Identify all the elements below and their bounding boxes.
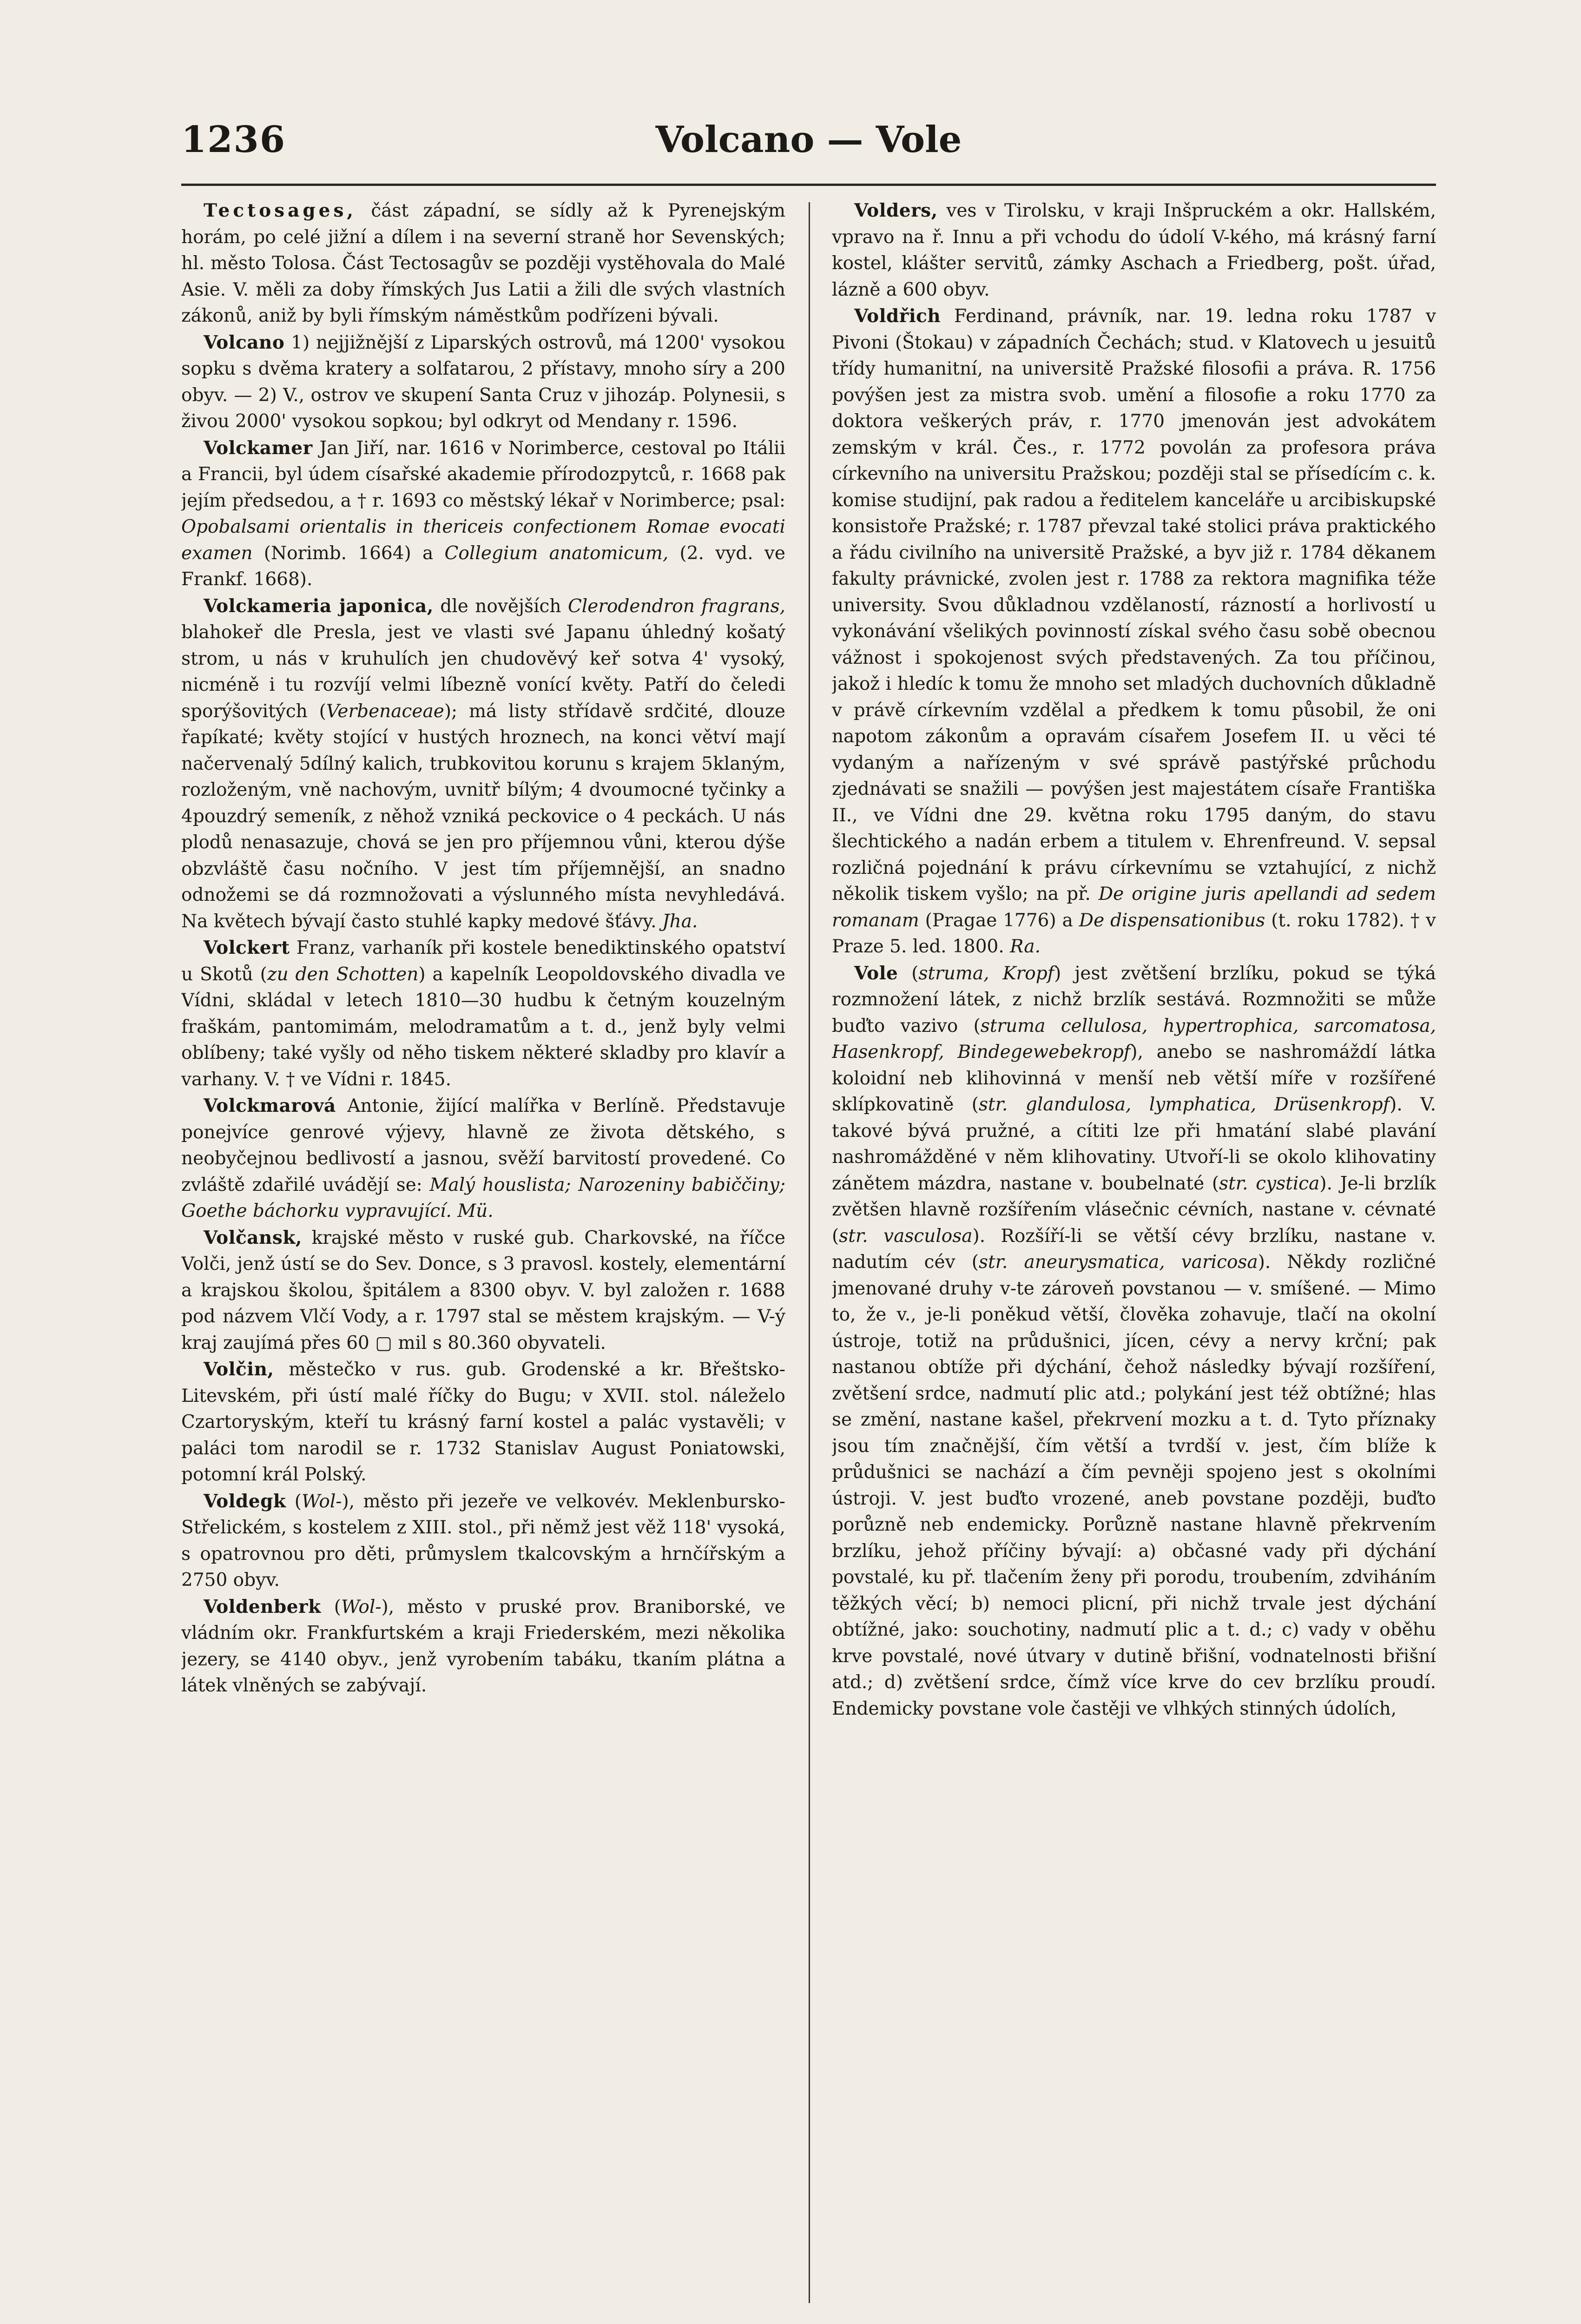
entry-italic-text: Verbenaceae xyxy=(326,700,444,722)
entry-text: ) a kapelník Leopoldovského divadla ve Vídni, skládal v letech 1810—30 hudbu k četným kouzelným fraškám, pantomimám, melodramatům a t. d., jenž byly velmi oblíbeny; také vyšly od něho tiskem některé skladby pro klavír a varhany. V. † ve Vídni r. 1845. xyxy=(181,964,785,1090)
entry-headword: Volčansk, xyxy=(204,1227,302,1248)
entry-text: dle novějších xyxy=(433,595,568,617)
entry-signature: Mü. xyxy=(457,1201,494,1221)
entry-headword: Tectosages, xyxy=(204,200,356,221)
text-columns xyxy=(181,198,1436,2312)
dictionary-entry xyxy=(832,303,1436,960)
entry-italic-text: str. glandulosa, lymphatica, Drüsenkropf xyxy=(978,1094,1390,1115)
entry-italic-text: Wol- xyxy=(341,1596,382,1618)
page-number: 1236 xyxy=(181,119,286,161)
entry-headword: Voldenberk xyxy=(204,1596,321,1618)
entry-italic-text: Wol- xyxy=(301,1491,342,1512)
page-header xyxy=(181,114,1436,184)
entry-italic-text: Malý houslista; Narozeniny babiččiny; Goethe báchorku vypravující. xyxy=(181,1174,785,1221)
entry-text: ). Někdy rozličné jmenované druhy v-te zároveň povstanou — v. smíšené. — Mimo to, že v., je-li poněkud větší, člověka zohavuje, tlačí na okolní ústroje, totiž na průdušnici, jícen, cévy a nervy krční; pak nastanou obtíže při dýchání, čehož následky bývají rozšíření, zvětšení srdce, nadmutí plic atd.; polykání jest též obtížné; hlas se změní, nastane kašel, překrvení mozku a t. d. Tyto příznaky jsou tím značnější, čím větší a tvrdší v. jest, čím blíže k průdušnici se nachází a čím pevněji spojeno jest s okolními ústroji. V. jest buďto vrozené, aneb povstane později, buďto porůzně neb endemicky. Porůzně nastane hlavně překrvením brzlíku, jehož příčiny bývají: a) občasné vady při dýchání povstalé, ku př. tlačením ženy při porodu, troubením, zdviháním těžkých věcí; b) nemoci plicní, při nichž trvale jest dýchání obtížné, jako: souchotiny, nadmutí plic a t. d.; c) vady v oběhu krve povstalé, nové útvary v dutině břišní, vodnatelnosti břišní atd.; d) zvětšení srdce, čímž více krve do cev brzlíku proudí. Endemicky povstane vole častěji ve vlhkých stinných údolích, xyxy=(832,1252,1436,1719)
entry-headword: Volckameria japonica, xyxy=(204,595,434,617)
entry-text: Jan Jiří, nar. 1616 v Norimberce, cestoval po Itálii a Francii, byl údem císařské akademie přírodozpytců, r. 1668 pak jejím předsedou, a † r. 1693 co městský lékař v Norimberce; psal: xyxy=(181,437,785,511)
entry-text: 1) nejjižnější z Liparských ostrovů, má 1200' vysokou sopku s dvěma kratery a solfatarou, 2 přístavy, mnoho síry a 200 obyv. — 2) V., ostrov ve skupení Santa Cruz v jihozáp. Polynesii, s živou 2000' vysokou sopkou; byl odkryt od Mendany r. 1596. xyxy=(181,332,785,432)
left-column xyxy=(181,198,785,2312)
right-column xyxy=(832,198,1436,2312)
entry-text: ). V. takové bývá pružné, a cítiti lze při hmatání slabé plavání nashromážděné v něm klihovatiny. Utvoří-li se okolo klihovatiny zánětem mázdra, nastane v. boubelnaté ( xyxy=(832,1094,1436,1194)
entry-italic-text: Collegium anatomicum, xyxy=(444,542,669,564)
column-divider xyxy=(809,202,810,2303)
dictionary-entry xyxy=(181,1594,785,1699)
entry-text: část západní, se sídly až k Pyrenejským horám, po celé jižní a dílem i na severní straně hor Sevenských; hl. město Tolosa. Část Tectosagův se později vystěhovala do Malé Asie. V. měli za doby římských Jus Latii a žili dle svých vlastních zákonů, aniž by byli římským náměstkům podřízeni bývali. xyxy=(181,200,785,326)
entry-text: (2. vyd. ve Frankf. 1668). xyxy=(181,542,785,590)
entry-italic-text: Opobalsami orientalis in thericeis confectionem Romae evocati examen xyxy=(181,516,785,564)
entry-text: ves v Tirolsku, v kraji Inšpruckém a okr. Hallském, vpravo na ř. Innu a při vchodu do údolí V-kého, má krásný farní kostel, klášter servitů, zámky Aschach a Friedberg, pošt. úřad, lázně a 600 obyv. xyxy=(832,200,1436,300)
dictionary-entry xyxy=(181,435,785,593)
running-head: Volcano — Vole xyxy=(655,119,962,161)
entry-italic-text: zu den Schotten xyxy=(267,964,419,985)
entry-headword: Voldřich xyxy=(854,305,941,327)
entry-text: Antonie, žijící malířka v Berlíně. Představuje ponejvíce genrové výjevy, hlavně ze života dětského, s neobyčejnou bedlivostí a jasnou, svěží barvitostí provedené. Co zvláště zdařilé uvádějí se: xyxy=(181,1096,785,1195)
entry-italic-text: De origine juris apellandi ad sedem romanam xyxy=(832,884,1436,931)
entry-text: (Norimb. 1664) a xyxy=(252,542,445,564)
entry-italic-text: Clerodendron fragrans, xyxy=(567,595,785,617)
entry-headword: Vole xyxy=(854,962,898,984)
entry-headword: Volčin, xyxy=(204,1359,274,1380)
dictionary-entry xyxy=(181,935,785,1093)
entry-text: Franz, varhaník při kostele benediktinského opatství u Skotů ( xyxy=(181,938,785,985)
entry-text: Ferdinand, právník, nar. 19. ledna roku 1787 v Pivoni (Štokau) v západních Čechách; stud. v Klatovech u jesuitů třídy humanitní, na universitě Pražské filosofii a práva. R. 1756 povýšen jest za mistra svob. umění a filosofie a roku 1770 za doktora veškerých práv, r. 1770 jmenován jest advokátem zemským v král. Čes., r. 1772 povolán za profesora práva církevního na universitu Pražskou; později stal se přísedícím c. k. komise studijní, pak radou a ředitelem kanceláře u arcibiskupské konsistoře Pražské; r. 1787 převzal také stolici práva praktického a řádu civilního na universitě Pražské, a byv již r. 1784 děkanem fakulty právnické, zvolen jest r. 1788 za rektora magnifika téže university. Svou důkladnou vzdělaností, rázností a horlivostí u vykonávání všelikých povinností získal svého času sobě obecnou vážnost i spokojenost svých představených. Za tou příčinou, jakož i hledíc k tomu že mnoho set mladých duchovních důkladně v právě církevním vzdělal a předkem k tomu působil, že oni napotom zákonům a opravám císařem Josefem II. u věci té vydaným a nařízeným v své správě pastýřské průchodu zjednávati se snažili — povýšen jest majestátem císaře Františka II., ve Vídni dne 29. května roku 1795 daným, do stavu šlechtického a nadán erbem a titulem v. Ehrenfreund. V. sepsal rozličná pojednání k právu církevnímu se vztahující, z nichž několik tiskem vyšlo; na př. xyxy=(832,306,1436,905)
entry-text: (t. roku 1782). † v Praze 5. led. 1800. xyxy=(832,910,1436,957)
entry-signature: Jha. xyxy=(662,911,698,932)
entry-text: (Pragae 1776) a xyxy=(919,910,1079,931)
entry-text: ); má listy střídavě srdčité, dlouze řapíkaté; květy stojící v hustých hroznech, na konci větví mají načervenalý 5dílný kalich, trubkovitou korunu s krajem 5klaným, rozloženým, vně nachovým, uvnitř bílým; 4 dvoumocné tyčinky a 4pouzdrý semeník, z něhož vzniká peckovice o 4 peckách. U nás plodů nenasazuje, chová se jen pro příjemnou vůni, kterou dýše obzvláště času nočního. V jest tím příjemnější, an snadno odnožemi se dá rozmnožovati a výslunného místa nevyhledává. Na květech bývají často stuhlé kapky medové šťávy. xyxy=(181,700,785,932)
dictionary-entry xyxy=(181,1356,785,1488)
entry-text: krajské město v ruské gub. Charkovské, na říčce Volči, jenž ústí se do Sev. Donce, s 3 pravosl. kostely, elementární a krajskou školou, špitálem a 8300 obyv. V. byl založen r. 1688 pod názvem Vlčí Vody, a r. 1797 stal se městem krajským. — V-ý kraj zaujímá přes 60 ▢ mil s 80.360 obyvateli. xyxy=(181,1227,785,1353)
entry-text: ). Rozšíří-li se větší cévy brzlíku, nastane v. nadutím cév ( xyxy=(832,1225,1436,1273)
entry-text: ). Je-li brzlík zvětšen hlavně rozšířením vlásečnic cévních, nastane v. cévnaté ( xyxy=(832,1173,1436,1247)
header-rule xyxy=(181,184,1436,186)
entry-headword: Volders, xyxy=(854,200,938,221)
dictionary-entry xyxy=(181,593,785,935)
dictionary-entry xyxy=(832,198,1436,303)
entry-headword: Volckamer xyxy=(204,437,313,459)
entry-text: ) jest zvětšení brzlíku, pokud se týká rozmnožení látek, z nichž brzlík sestává. Rozmnožiti se může buďto vazivo ( xyxy=(832,963,1436,1037)
entry-italic-text: De dispensationibus xyxy=(1079,910,1265,931)
entry-headword: Voldegk xyxy=(204,1490,286,1512)
dictionary-entry xyxy=(832,960,1436,1723)
dictionary-entry xyxy=(181,1225,785,1357)
entry-text: ), anebo se nashromáždí látka koloidní neb klihovinná v menší neb větší míře v rozšířené sklípkovatině ( xyxy=(832,1042,1436,1115)
entry-text: blahokeř dle Presla, jest ve vlasti své Japanu úhledný košatý strom, u nás v kruhulích jen chudověvý keř sotva 4' vysoký, nicméně i tu rozvíjí velmi líbezně vonící květy. Patří do čeledi sporýšovitých ( xyxy=(181,622,785,722)
entry-text: ( xyxy=(898,963,919,984)
entry-italic-text: str. aneurysmatica, varicosa xyxy=(978,1252,1258,1273)
dictionary-entry xyxy=(181,330,785,435)
entry-headword: Volcano xyxy=(204,331,285,353)
entry-text: ), město při jezeře ve velkovév. Meklenbursko-Střelickém, s kostelem z XIII. stol., při němž jest věž 118' vysoká, s opatrovnou pro děti, průmyslem tkalcovským a hrnčířským a 2750 obyv. xyxy=(181,1491,785,1591)
entry-italic-text: str. vasculosa xyxy=(839,1225,973,1247)
dictionary-entry xyxy=(181,198,785,330)
entry-text: městečko v rus. gub. Grodenské a kr. Břeštsko-Litevském, při ústí malé říčky do Bugu; v XVII. stol. náleželo Czartoryským, kteří tu krásný farní kostel a palác vystavěli; v paláci tom narodil se r. 1732 Stanislav August Poniatowski, potomní král Polský. xyxy=(181,1359,785,1485)
entry-signature: Ra. xyxy=(1010,936,1041,957)
dictionary-entry xyxy=(181,1093,785,1225)
entry-text: ( xyxy=(286,1491,302,1512)
entry-italic-text: str. cystica xyxy=(1219,1173,1320,1194)
entry-text: ( xyxy=(321,1596,341,1618)
entry-text: ), město v pruské prov. Braniborské, ve vládním okr. Frankfurtském a kraji Friederském, mezi několika jezery, se 4140 obyv., jenž vyrobením tabáku, tkaním plátna a látek vlněných se zabývají. xyxy=(181,1596,785,1696)
entry-italic-text: struma, Kropf xyxy=(918,963,1054,984)
entry-headword: Volckert xyxy=(204,937,290,958)
entry-italic-text: struma cellulosa, hypertrophica, sarcomatosa, Hasenkropf, Bindegewebekropf xyxy=(832,1015,1436,1063)
entry-headword: Volckmarová xyxy=(204,1095,336,1116)
dictionary-entry xyxy=(181,1488,785,1594)
